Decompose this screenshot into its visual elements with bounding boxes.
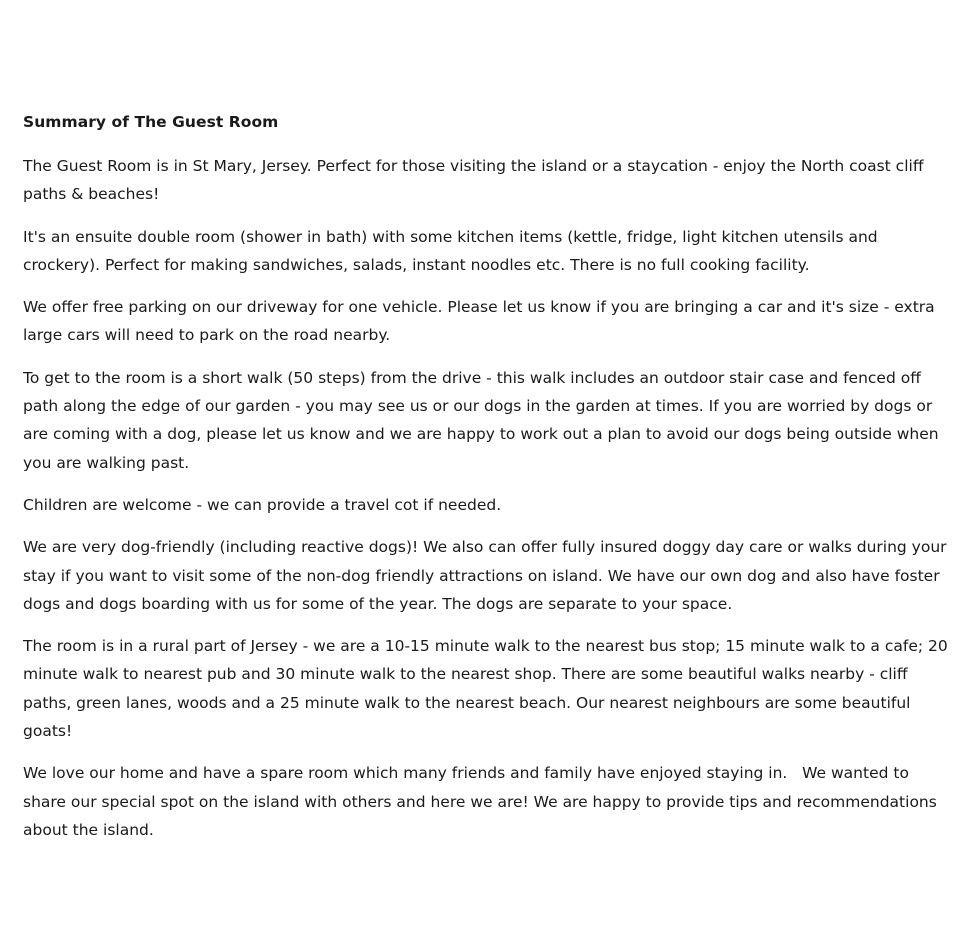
document-body [23,110,948,858]
paragraph-access: To get to the room is a short walk (50 steps) from the drive - this walk includes an outdoor stair case and fenced off path along the edge of our garden - you may see us or our dogs in the garden at times. If you are worried by dogs or are coming with a dog, please let us know and we are happy to work out a plan to avoid our dogs being outside when you are walking past. [23,368,939,472]
paragraph-about-us: We love our home and have a spare room which many friends and family have enjoyed staying in. We wanted to share our special spot on the island with others and here we are! We are happy to provide tips and recommendations about the island. [23,764,942,839]
paragraph-parking: We offer free parking on our driveway for one vehicle. Please let us know if you are bringing a car and it's size - extra large cars will need to park on the road nearby. [23,298,935,345]
paragraph-children: Children are welcome - we can provide a travel cot if needed. [23,495,502,514]
paragraph-area: The room is in a rural part of Jersey - we are a 10-15 minute walk to the nearest bus stop; 15 minute walk to a cafe; 20 minute walk to nearest pub and 30 minute walk to the nearest shop. There are some beautiful walks nearby - cliff paths, green lanes, woods and a 25 minute walk to the nearest beach. Our nearest neighbours are some beautiful goats! [23,637,948,741]
paragraph-location: The Guest Room is in St Mary, Jersey. Perfect for those visiting the island or a staycation - enjoy the North coast cliff paths & beaches! [23,157,924,204]
paragraph-room: It's an ensuite double room (shower in bath) with some kitchen items (kettle, fridge, light kitchen utensils and crockery). Perfect for making sandwiches, salads, instant noodles etc. There is no full cooking facility. [23,227,878,274]
document-title: Summary of The Guest Room [23,113,279,131]
paragraph-dogs: We are very dog-friendly (including reactive dogs)! We also can offer fully insured doggy day care or walks during your stay if you want to visit some of the non-dog friendly attractions on island. We have our own dog and also have foster dogs and dogs boarding with us for some of the year. The dogs are separate to your space. [23,538,947,613]
